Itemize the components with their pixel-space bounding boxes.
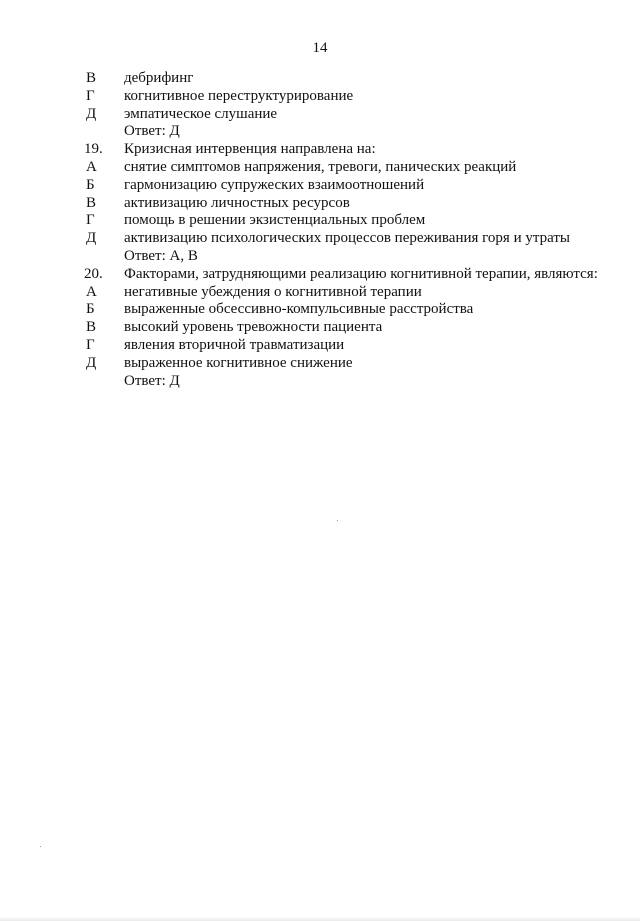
- answer-option-d: [0, 355, 640, 373]
- answer-text: Ответ: Д: [124, 372, 180, 389]
- answer-option-g: [0, 212, 640, 230]
- option-letter: Б: [86, 301, 95, 318]
- option-letter: Б: [86, 176, 95, 193]
- answer-option-d: [0, 230, 640, 248]
- answer-option-v: [0, 70, 640, 88]
- option-text: снятие симптомов напряжения, тревоги, панических реакций: [124, 158, 517, 175]
- option-letter: Г: [86, 87, 95, 104]
- option-text: гармонизацию супружеских взаимоотношений: [124, 176, 425, 193]
- answer-option-b: [0, 177, 640, 195]
- question-number: 20.: [84, 265, 103, 282]
- option-text: помощь в решении экзистенциальных проблем: [124, 212, 426, 229]
- question-number: 19.: [84, 141, 103, 158]
- option-text: негативные убеждения о когнитивной терапии: [124, 283, 422, 300]
- option-letter: В: [86, 319, 97, 336]
- answer-key: [0, 123, 640, 141]
- option-text: когнитивное переструктурирование: [124, 87, 354, 104]
- option-letter: Д: [86, 354, 97, 371]
- scan-border: [0, 917, 640, 921]
- scan-speck: [40, 846, 41, 847]
- option-text: выраженные обсессивно-компульсивные расстройства: [124, 301, 474, 318]
- answer-option-b: [0, 301, 640, 319]
- option-text: дебрифинг: [124, 70, 194, 86]
- answer-option-a: [0, 159, 640, 177]
- answer-key: [0, 248, 640, 266]
- answer-key: [0, 373, 640, 391]
- option-letter: А: [86, 283, 97, 300]
- option-text: высокий уровень тревожности пациента: [124, 319, 383, 336]
- option-text: активизацию личностных ресурсов: [124, 194, 350, 211]
- option-letter: А: [86, 158, 97, 175]
- scan-speck: [337, 520, 338, 521]
- page-number: 14: [312, 40, 328, 56]
- answer-option-v: [0, 195, 640, 213]
- answer-option-d: [0, 106, 640, 124]
- question-text: Кризисная интервенция направлена на:: [124, 141, 376, 158]
- answer-option-a: [0, 284, 640, 302]
- question-20: [0, 266, 640, 284]
- option-text: выраженное когнитивное снижение: [124, 354, 353, 371]
- answer-option-g: [0, 88, 640, 106]
- question-19: [0, 141, 640, 159]
- answer-option-g: [0, 337, 640, 355]
- option-text: явления вторичной травматизации: [124, 336, 345, 353]
- option-letter: В: [86, 70, 97, 86]
- option-text: активизацию психологических процессов переживания горя и утраты: [124, 230, 571, 247]
- answer-text: Ответ: А, В: [124, 247, 198, 264]
- question-text: Факторами, затрудняющими реализацию когнитивной терапии, являются:: [124, 265, 598, 282]
- answer-option-v: [0, 319, 640, 337]
- option-letter: Д: [86, 230, 97, 247]
- answer-text: Ответ: Д: [124, 123, 180, 140]
- option-text: эмпатическое слушание: [124, 105, 278, 122]
- option-letter: Д: [86, 105, 97, 122]
- option-letter: В: [86, 194, 97, 211]
- question-list: [0, 70, 640, 390]
- option-letter: Г: [86, 212, 95, 229]
- option-letter: Г: [86, 336, 95, 353]
